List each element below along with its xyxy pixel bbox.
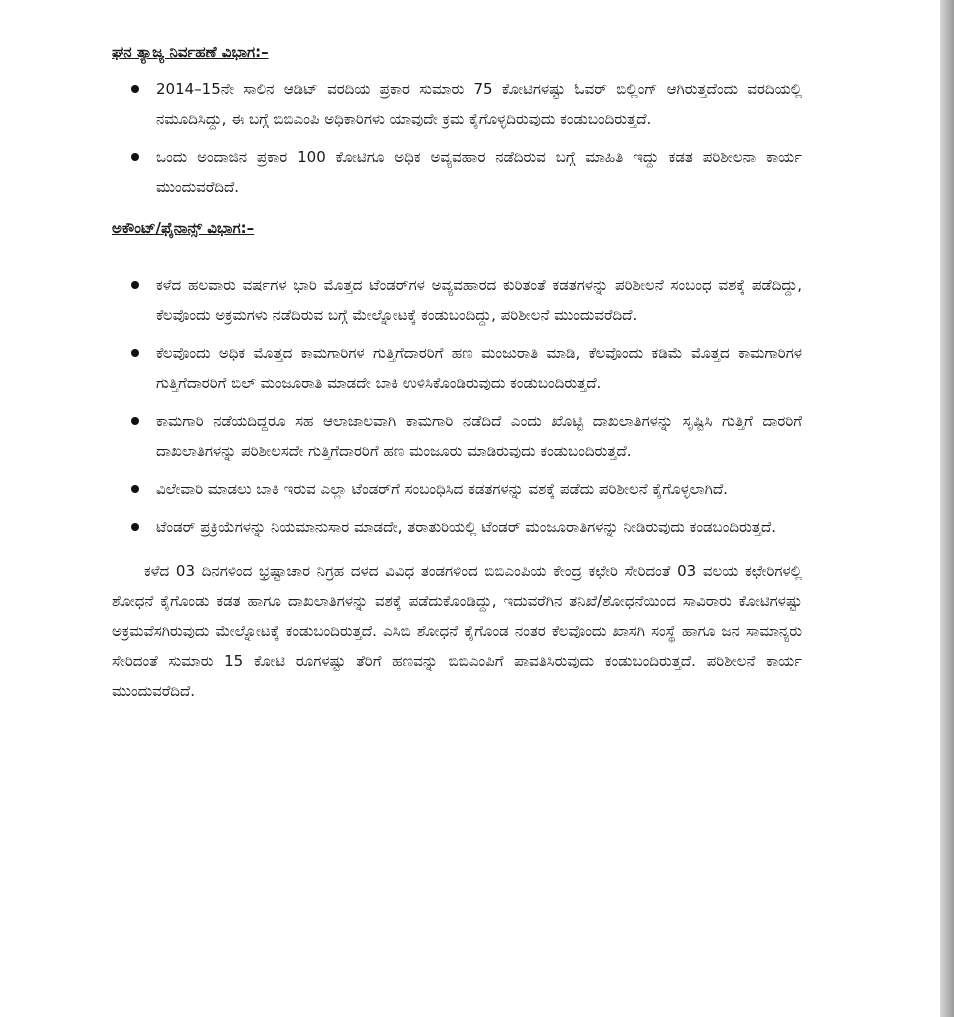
- closing-paragraph: ಕಳೆದ 03 ದಿನಗಳಿಂದ ಭ್ರಷ್ಟಾಚಾರ ನಿಗ್ರಹ ದಳದ ವಿವಿಧ ತಂಡಗಳಿಂದ ಬಿಬಿಎಂಪಿಯ ಕೇಂದ್ರ ಕಛೇರಿ ಸೇರಿದಂತೆ 03 ವಲಯ ಕಛೇರಿಗಳಲ್ಲಿ ಶೋಧನೆ ಕೈಗೊಂಡು ಕಡತ ಹಾಗೂ ದಾಖಲಾತಿಗಳನ್ನು ವಶಕ್ಕೆ ಪಡೆದುಕೊಂಡಿದ್ದು, ಇದುವರೆಗಿನ ತನಿಖೆ/ಶೋಧನೆಯಿಂದ ಸಾವಿರಾರು ಕೋಟಿಗಳಷ್ಟು ಅಕ್ರಮವೆಸಗಿರುವುದು ಮೇಲ್ನೋಟಕ್ಕೆ ಕಂಡುಬಂದಿರುತ್ತದೆ. ಎಸಿಬಿ ಶೋಧನೆ ಕೈಗೊಂಡ ನಂತರ ಕೆಲವೊಂದು ಖಾಸಗಿ ಸಂಸ್ಥೆ ಹಾಗೂ ಜನ ಸಾಮಾನ್ಯರು ಸೇರಿದಂತೆ ಸುಮಾರು 15 ಕೋಟಿ ರೂಗಳಷ್ಟು ತೆರಿಗೆ ಹಣವನ್ನು ಬಿಬಿಎಂಪಿಗೆ ಪಾವತಿಸಿರುವುದು ಕಂಡುಬಂದಿರುತ್ತದೆ. ಪರಿಶೀಲನೆ ಕಾರ್ಯ ಮುಂದುವರೆದಿದೆ.: [112, 562, 802, 700]
- list-item-text: ಕಾಮಗಾರಿ ನಡೆಯದಿದ್ದರೂ ಸಹ ಆಲಾಜಾಲವಾಗಿ ಕಾಮಗಾರಿ ನಡೆದಿದೆ ಎಂದು ಖೊಟ್ಟಿ ದಾಖಲಾತಿಗಳನ್ನು ಸೃಷ್ಟಿಸಿ ಗುತ್ತಿಗೆ ದಾರರಿಗೆ ದಾಖಲಾತಿಗಳನ್ನು ಪರಿಶೀಲಸದೇ ಗುತ್ತಿಗೆದಾರರಿಗೆ ಹಣ ಮಂಜೂರು ಮಾಡಿರುವುದು ಕಂಡುಬಂದಿರುತ್ತದೆ.: [156, 412, 802, 460]
- list-item-text: ಕೆಲವೊಂದು ಅಧಿಕ ಮೊತ್ತದ ಕಾಮಗಾರಿಗಳ ಗುತ್ತಿಗೆದಾರರಿಗೆ ಹಣ ಮಂಜುರಾತಿ ಮಾಡಿ, ಕೆಲವೊಂದು ಕಡಿಮೆ ಮೊತ್ತದ ಕಾಮಗಾರಿಗಳ ಗುತ್ತಿಗೆದಾರರಿಗೆ ಬಿಲ್ ಮಂಜೂರಾತಿ ಮಾಡದೇ ಬಾಕಿ ಉಳಿಸಿಕೊಂಡಿರುವುದು ಕಂಡುಬಂದಿರುತ್ತದೆ.: [156, 344, 802, 392]
- bullet-list-accounts-finance: [112, 270, 802, 542]
- bullet-icon: [131, 85, 139, 93]
- section-heading-accounts-finance: ಅಕೌಂಟ್/ಫೈನಾನ್ಸ್ ವಿಭಾಗ:–: [112, 219, 255, 237]
- bullet-list-solid-waste: [112, 74, 802, 202]
- page-edge-shadow: [940, 0, 954, 1017]
- bullet-icon: [131, 349, 139, 357]
- list-item: [112, 142, 802, 202]
- list-item-text: 2014–15ನೇ ಸಾಲಿನ ಆಡಿಟ್ ವರದಿಯ ಪ್ರಕಾರ ಸುಮಾರು 75 ಕೋಟಿಗಳಷ್ಟು ಓವರ್ ಬಿಲ್ಲಿಂಗ್ ಆಗಿರುತ್ತದೆಂದು ವರದಿಯಲ್ಲಿ ನಮೂದಿಸಿದ್ದು, ಈ ಬಗ್ಗೆ ಬಿಬಿಎಂಪಿ ಅಧಿಕಾರಿಗಳು ಯಾವುದೇ ಕ್ರಮ ಕೈಗೊಳ್ಳದಿರುವುದು ಕಂಡುಬಂದಿರುತ್ತದೆ.: [156, 80, 802, 128]
- list-item: [112, 338, 802, 398]
- list-item-text: ವಿಲೇವಾರಿ ಮಾಡಲು ಬಾಕಿ ಇರುವ ಎಲ್ಲಾ ಟೆಂಡರ್‌ಗೆ ಸಂಬಂಧಿಸಿದ ಕಡತಗಳನ್ನು ವಶಕ್ಕೆ ಪಡೆದು ಪರಿಶೀಲನೆ ಕೈಗೊಳ್ಳಲಾಗಿದೆ.: [156, 480, 728, 498]
- list-item: [112, 74, 802, 134]
- list-item: [112, 270, 802, 330]
- bullet-icon: [131, 523, 139, 531]
- list-item-text: ಒಂದು ಅಂದಾಜಿನ ಪ್ರಕಾರ 100 ಕೋಟಿಗೂ ಅಧಿಕ ಅವ್ಯವಹಾರ ನಡೆದಿರುವ ಬಗ್ಗೆ ಮಾಹಿತಿ ಇದ್ದು ಕಡತ ಪರಿಶೀಲನಾ ಕಾರ್ಯ ಮುಂದುವರೆದಿದೆ.: [156, 148, 802, 196]
- bullet-icon: [131, 485, 139, 493]
- list-item: [112, 512, 802, 542]
- bullet-icon: [131, 153, 139, 161]
- document-content: [112, 40, 802, 706]
- section-heading-solid-waste: ಘನ ತ್ಯಾಜ್ಯ ನಿರ್ವಹಣೆ ವಿಭಾಗ:–: [112, 43, 269, 61]
- list-item: [112, 406, 802, 466]
- bullet-icon: [131, 417, 139, 425]
- bullet-icon: [131, 281, 139, 289]
- list-item-text: ಟೆಂಡರ್ ಪ್ರಕ್ರಿಯೆಗಳನ್ನು ನಿಯಮಾನುಸಾರ ಮಾಡದೇ, ತರಾತುರಿಯಲ್ಲಿ ಟೆಂಡರ್ ಮಂಜೂರಾತಿಗಳನ್ನು ನೀಡಿರುವುದು ಕಂಡಬಂದಿರುತ್ತದೆ.: [156, 518, 777, 536]
- list-item-text: ಕಳೆದ ಹಲವಾರು ವರ್ಷಗಳ ಭಾರಿ ಮೊತ್ತದ ಟೆಂಡರ್‌ಗಳ ಅವ್ಯವಹಾರದ ಕುರಿತಂತೆ ಕಡತಗಳನ್ನು ಪರಿಶೀಲನೆ ಸಂಬಂಧ ವಶಕ್ಕೆ ಪಡೆದಿದ್ದು, ಕೆಲವೊಂದು ಅಕ್ರಮಗಳು ನಡೆದಿರುವ ಬಗ್ಗೆ ಮೇಲ್ನೋಟಕ್ಕೆ ಕಂಡುಬಂದಿದ್ದು, ಪರಿಶೀಲನೆ ಮುಂದುವರೆದಿದೆ.: [156, 276, 802, 324]
- list-item: [112, 474, 802, 504]
